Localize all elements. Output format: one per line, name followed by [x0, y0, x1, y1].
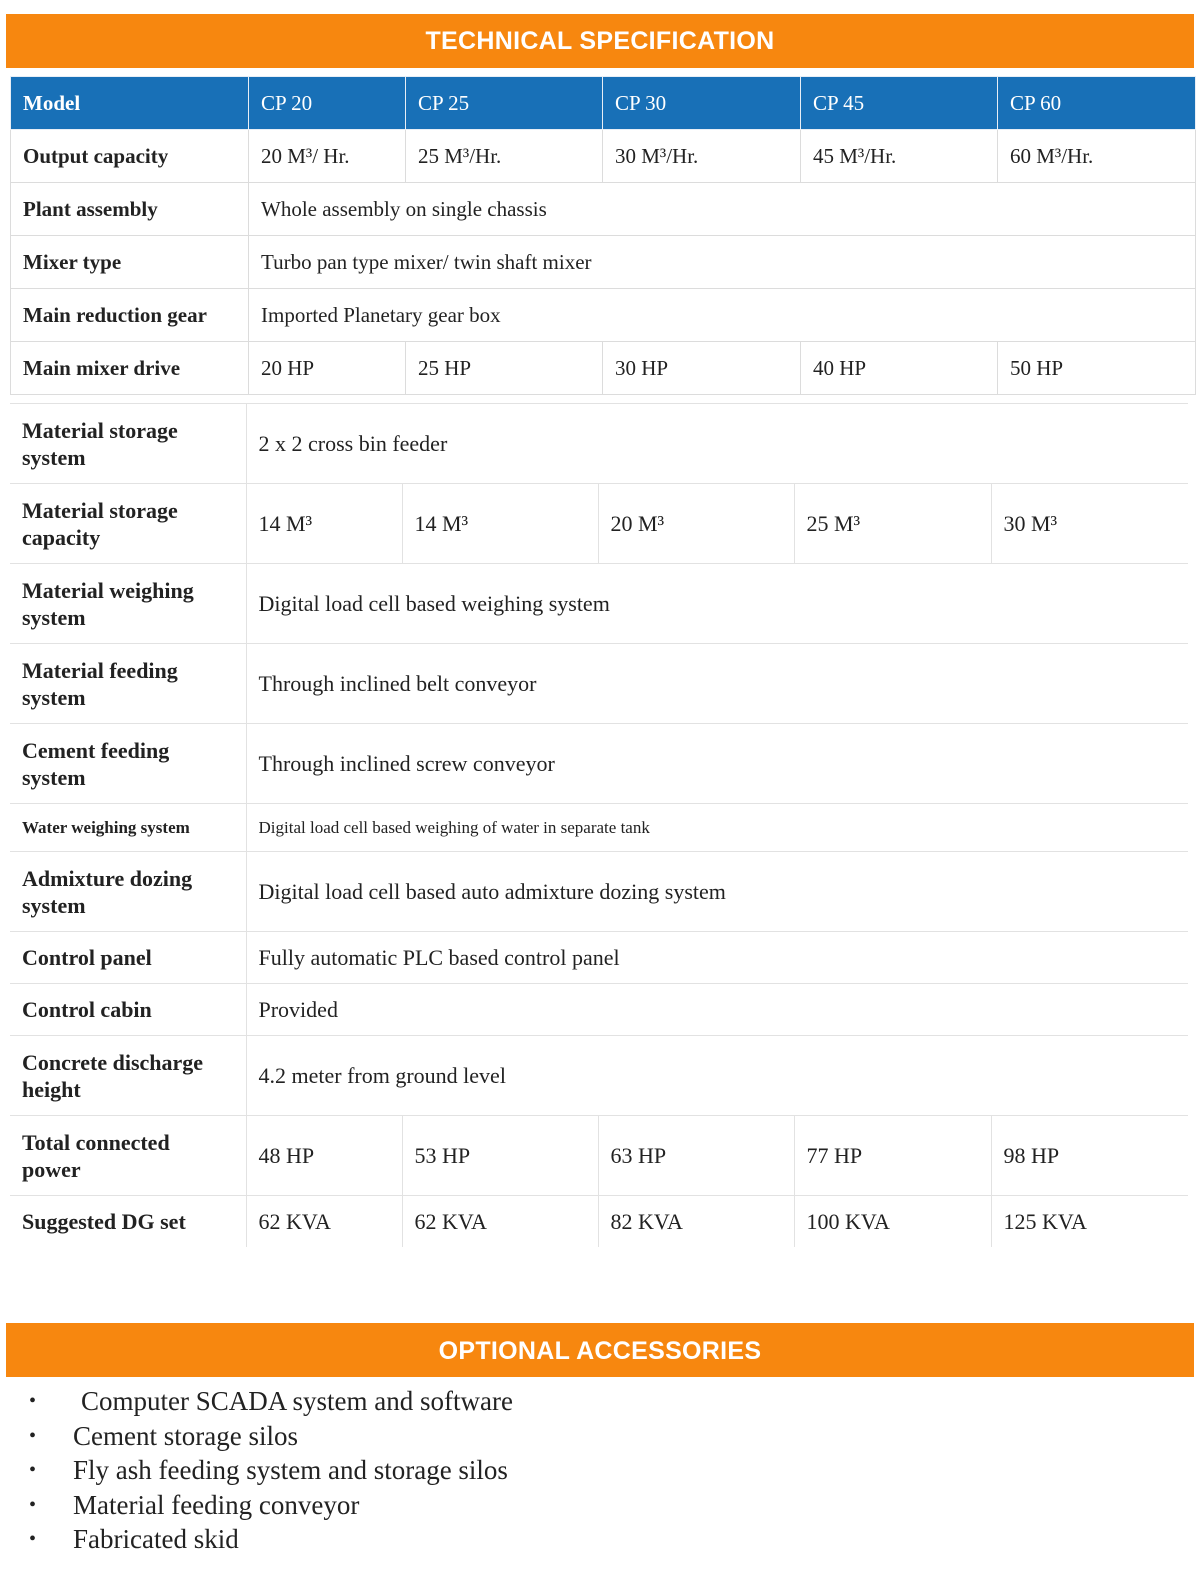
- row-label: Main reduction gear: [11, 289, 249, 342]
- header-model: Model: [11, 77, 249, 130]
- cell-value: 40 HP: [801, 342, 998, 395]
- spec-row-output-capacity: [11, 130, 1196, 183]
- bullet-icon: •: [29, 1528, 37, 1550]
- bullet-icon: •: [29, 1459, 37, 1481]
- cell-value: 30 HP: [603, 342, 801, 395]
- bullet-icon: •: [29, 1424, 37, 1447]
- list-item: [0, 1453, 513, 1488]
- spec-row-main-reduction-gear: [11, 289, 1196, 342]
- list-item: [0, 1488, 513, 1523]
- cell-value: 25 M³: [794, 484, 991, 564]
- list-item-text: Computer SCADA system and software: [81, 1386, 513, 1416]
- row-label: Water weighing system: [10, 804, 246, 852]
- cell-value: 77 HP: [794, 1116, 991, 1196]
- cell-value: 25 M³/Hr.: [406, 130, 603, 183]
- row-label: Total connected power: [10, 1116, 246, 1196]
- cell-value: 60 M³/Hr.: [998, 130, 1196, 183]
- cell-value: 48 HP: [246, 1116, 402, 1196]
- cell-value: 30 M³: [991, 484, 1188, 564]
- spec-header-row: [11, 77, 1196, 130]
- cell-value: 2 x 2 cross bin feeder: [246, 404, 1188, 484]
- bullet-icon: •: [29, 1493, 37, 1516]
- row-label: Main mixer drive: [11, 342, 249, 395]
- cell-value: 53 HP: [402, 1116, 598, 1196]
- cell-value: 63 HP: [598, 1116, 794, 1196]
- list-item: [0, 1522, 513, 1557]
- cell-value: Whole assembly on single chassis: [249, 183, 1196, 236]
- cell-value: Digital load cell based weighing of water in separate tank: [246, 804, 1188, 852]
- bullet-icon: •: [29, 1390, 37, 1412]
- row-label: Suggested DG set: [10, 1196, 246, 1248]
- spec-row-suggested-dg-set: [10, 1196, 1188, 1248]
- row-label: Material weighing system: [10, 564, 246, 644]
- header-cp20: CP 20: [249, 77, 406, 130]
- cell-value: Through inclined screw conveyor: [246, 724, 1188, 804]
- cell-value: 125 KVA: [991, 1196, 1188, 1248]
- row-label: Plant assembly: [11, 183, 249, 236]
- cell-value: 4.2 meter from ground level: [246, 1036, 1188, 1116]
- spec-row-plant-assembly: [11, 183, 1196, 236]
- cell-value: Through inclined belt conveyor: [246, 644, 1188, 724]
- spec-row-control-cabin: [10, 984, 1188, 1036]
- spec-row-cement-feeding-system: [10, 724, 1188, 804]
- cell-value: 62 KVA: [402, 1196, 598, 1248]
- header-cp25: CP 25: [406, 77, 603, 130]
- cell-value: 50 HP: [998, 342, 1196, 395]
- technical-specification-banner: TECHNICAL SPECIFICATION: [6, 14, 1194, 68]
- cell-value: 25 HP: [406, 342, 603, 395]
- cell-value: 98 HP: [991, 1116, 1188, 1196]
- header-cp30: CP 30: [603, 77, 801, 130]
- list-item-text: Fly ash feeding system and storage silos: [73, 1455, 508, 1485]
- row-label: Output capacity: [11, 130, 249, 183]
- spec-row-material-storage-system: [10, 404, 1188, 484]
- list-item: [0, 1419, 513, 1454]
- cell-value: 14 M³: [402, 484, 598, 564]
- spec-row-total-connected-power: [10, 1116, 1188, 1196]
- row-label: Material storage system: [10, 404, 246, 484]
- cell-value: 45 M³/Hr.: [801, 130, 998, 183]
- row-label: Concrete discharge height: [10, 1036, 246, 1116]
- list-item-text: Fabricated skid: [73, 1524, 239, 1554]
- spec-row-main-mixer-drive: [11, 342, 1196, 395]
- row-label: Material storage capacity: [10, 484, 246, 564]
- spec-row-material-feeding-system: [10, 644, 1188, 724]
- list-item: [0, 1384, 513, 1419]
- row-label: Admixture dozing system: [10, 852, 246, 932]
- cell-value: 62 KVA: [246, 1196, 402, 1248]
- cell-value: 20 M³: [598, 484, 794, 564]
- spec-row-admixture-dozing-system: [10, 852, 1188, 932]
- cell-value: 14 M³: [246, 484, 402, 564]
- row-label: Control cabin: [10, 984, 246, 1036]
- cell-value: Fully automatic PLC based control panel: [246, 932, 1188, 984]
- row-label: Control panel: [10, 932, 246, 984]
- spec-row-mixer-type: [11, 236, 1196, 289]
- cell-value: Digital load cell based weighing system: [246, 564, 1188, 644]
- cell-value: Turbo pan type mixer/ twin shaft mixer: [249, 236, 1196, 289]
- cell-value: Imported Planetary gear box: [249, 289, 1196, 342]
- list-item-text: Material feeding conveyor: [73, 1489, 360, 1520]
- spec-row-concrete-discharge-height: [10, 1036, 1188, 1116]
- optional-accessories-banner: OPTIONAL ACCESSORIES: [6, 1323, 1194, 1377]
- accessories-list: [0, 1384, 513, 1557]
- row-label: Material feeding system: [10, 644, 246, 724]
- header-cp60: CP 60: [998, 77, 1196, 130]
- spec-row-water-weighing-system: [10, 804, 1188, 852]
- cell-value: 20 HP: [249, 342, 406, 395]
- cell-value: 82 KVA: [598, 1196, 794, 1248]
- cell-value: 30 M³/Hr.: [603, 130, 801, 183]
- spec-row-material-weighing-system: [10, 564, 1188, 644]
- row-label: Cement feeding system: [10, 724, 246, 804]
- spec-table-secondary: [10, 403, 1188, 1247]
- header-cp45: CP 45: [801, 77, 998, 130]
- spec-row-material-storage-capacity: [10, 484, 1188, 564]
- row-label: Mixer type: [11, 236, 249, 289]
- list-item-text: Cement storage silos: [73, 1420, 298, 1451]
- cell-value: Digital load cell based auto admixture dozing system: [246, 852, 1188, 932]
- spec-row-control-panel: [10, 932, 1188, 984]
- cell-value: 20 M³/ Hr.: [249, 130, 406, 183]
- spec-table-main: [10, 76, 1196, 395]
- cell-value: Provided: [246, 984, 1188, 1036]
- cell-value: 100 KVA: [794, 1196, 991, 1248]
